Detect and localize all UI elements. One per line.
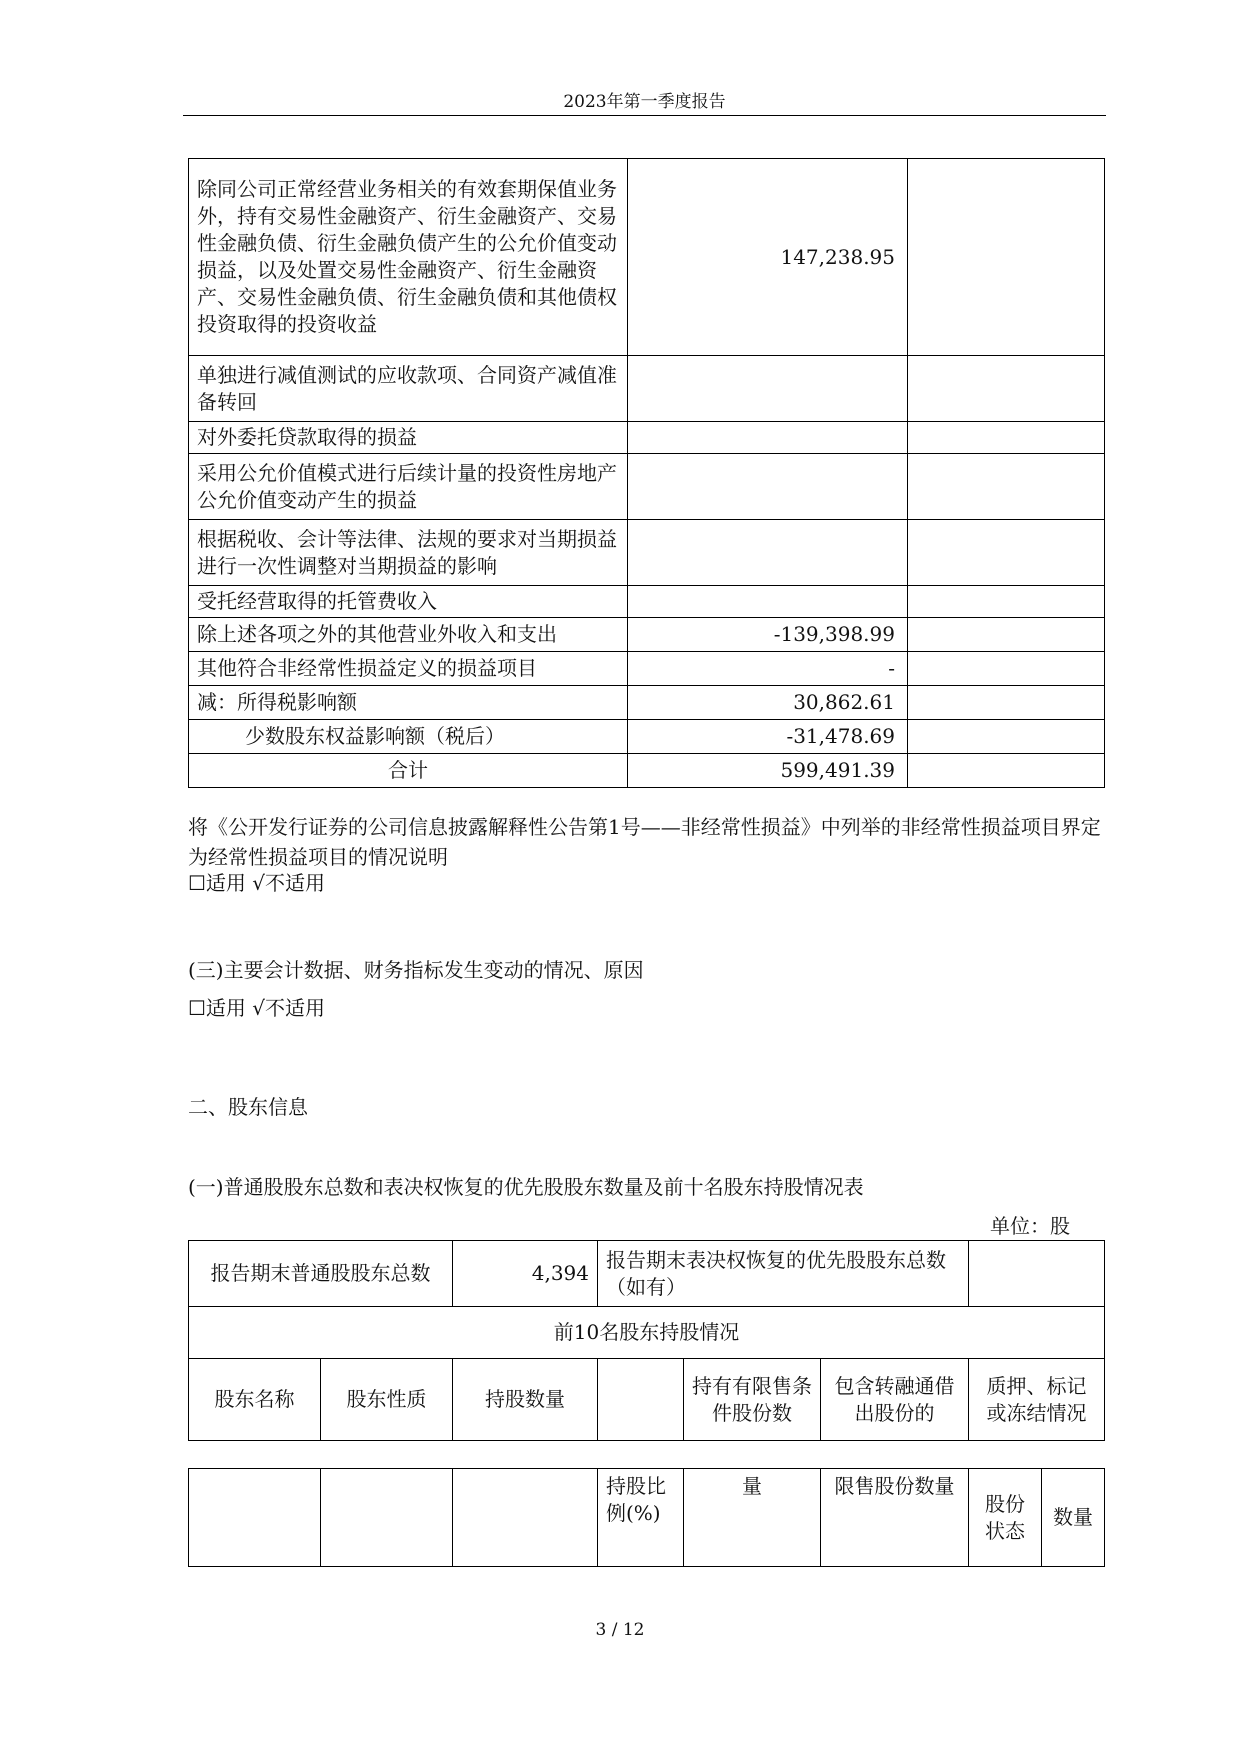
item-note: [908, 520, 1105, 586]
item-value: 30,862.61: [628, 686, 908, 720]
total-value: 599,491.39: [628, 754, 908, 788]
header-empty: [598, 1359, 684, 1441]
item-label: 单独进行减值测试的应收款项、合同资产减值准备转回: [189, 356, 628, 422]
shareholder-summary-table: [188, 1240, 1105, 1441]
item-value: [628, 422, 908, 454]
table-row: [189, 356, 1105, 422]
item-value: -: [628, 652, 908, 686]
table-row-total: [189, 754, 1105, 788]
header-restricted-continuation: 量: [684, 1469, 821, 1567]
item-label: 减：所得税影响额: [189, 686, 628, 720]
table-row: [189, 720, 1105, 754]
item-note: [908, 720, 1105, 754]
applicability-option-2: ☐适用 √不适用: [188, 996, 326, 1020]
item-value: 147,238.95: [628, 159, 908, 356]
header-rule: [183, 115, 1106, 116]
item-note: [908, 454, 1105, 520]
header-shareholder-nature: 股东性质: [321, 1359, 453, 1441]
table-row: [189, 618, 1105, 652]
item-note: [908, 652, 1105, 686]
total-shareholders-label: 报告期末普通股股东总数: [189, 1241, 453, 1307]
table-header-row: [189, 1359, 1105, 1441]
item-value: -139,398.99: [628, 618, 908, 652]
shareholder-header-continuation-table: [188, 1468, 1105, 1567]
header-quantity: 数量: [1042, 1469, 1105, 1567]
preferred-shareholders-value: [969, 1241, 1105, 1307]
item-label: 根据税收、会计等法律、法规的要求对当期损益进行一次性调整对当期损益的影响: [189, 520, 628, 586]
table-row: [189, 686, 1105, 720]
table-row: [189, 1241, 1105, 1307]
header-pledge-status: 质押、标记或冻结情况: [969, 1359, 1105, 1441]
empty-cell: [453, 1469, 598, 1567]
item-note: [908, 159, 1105, 356]
item-note: [908, 686, 1105, 720]
item-note: [908, 618, 1105, 652]
item-value: [628, 520, 908, 586]
item-label: 除同公司正常经营业务相关的有效套期保值业务外，持有交易性金融资产、衍生金融资产、交易性金融负债、衍生金融负债产生的公允价值变动损益，以及处置交易性金融资产、衍生金融资产、交易性金融负债、衍生金融负债和其他债权投资取得的投资收益: [189, 159, 628, 356]
table-row: [189, 159, 1105, 356]
section-2-1-title: (一)普通股股东总数和表决权恢复的优先股股东数量及前十名股东持股情况表: [188, 1175, 864, 1199]
item-label: 除上述各项之外的其他营业外收入和支出: [189, 618, 628, 652]
applicability-option-1: ☐适用 √不适用: [188, 871, 326, 895]
item-label: 采用公允价值模式进行后续计量的投资性房地产公允价值变动产生的损益: [189, 454, 628, 520]
page-number: 3 / 12: [595, 1620, 645, 1640]
table-row: [189, 454, 1105, 520]
header-share-count: 持股数量: [453, 1359, 598, 1441]
top10-title: 前10名股东持股情况: [189, 1307, 1105, 1359]
total-label: 合计: [189, 754, 628, 788]
page-header: 2023年第一季度报告: [563, 92, 726, 112]
header-lending-shares: 包含转融通借出股份的: [821, 1359, 969, 1441]
empty-cell: [321, 1469, 453, 1567]
header-holding-ratio: 持股比例(%): [598, 1469, 684, 1567]
preferred-shareholders-label: 报告期末表决权恢复的优先股股东总数（如有）: [598, 1241, 969, 1307]
header-share-status: 股份状态: [969, 1469, 1042, 1567]
section-3-title: (三)主要会计数据、财务指标发生变动的情况、原因: [188, 958, 644, 982]
total-shareholders-value: 4,394: [453, 1241, 598, 1307]
item-label: 对外委托贷款取得的损益: [189, 422, 628, 454]
item-label: 少数股东权益影响额（税后）: [189, 720, 628, 754]
empty-cell: [189, 1469, 321, 1567]
unit-label: 单位：股: [990, 1214, 1070, 1238]
table-row: [189, 1307, 1105, 1359]
table-header-row: [189, 1469, 1105, 1567]
header-lending-continuation: 限售股份数量: [821, 1469, 969, 1567]
item-note: [908, 356, 1105, 422]
item-value: -31,478.69: [628, 720, 908, 754]
header-shareholder-name: 股东名称: [189, 1359, 321, 1441]
non-recurring-items-table: [188, 158, 1105, 788]
item-value: [628, 586, 908, 618]
header-restricted-shares: 持有有限售条件股份数: [684, 1359, 821, 1441]
item-value: [628, 454, 908, 520]
table-row: [189, 652, 1105, 686]
explanation-paragraph: 将《公开发行证券的公司信息披露解释性公告第1号——非经常性损益》中列举的非经常性损益项目界定为经常性损益项目的情况说明: [188, 815, 1101, 869]
item-note: [908, 586, 1105, 618]
table-row: [189, 586, 1105, 618]
table-row: [189, 520, 1105, 586]
section-2-title: 二、股东信息: [188, 1095, 308, 1119]
item-label: 受托经营取得的托管费收入: [189, 586, 628, 618]
item-value: [628, 356, 908, 422]
item-note: [908, 422, 1105, 454]
item-label: 其他符合非经常性损益定义的损益项目: [189, 652, 628, 686]
table-row: [189, 422, 1105, 454]
item-note: [908, 754, 1105, 788]
